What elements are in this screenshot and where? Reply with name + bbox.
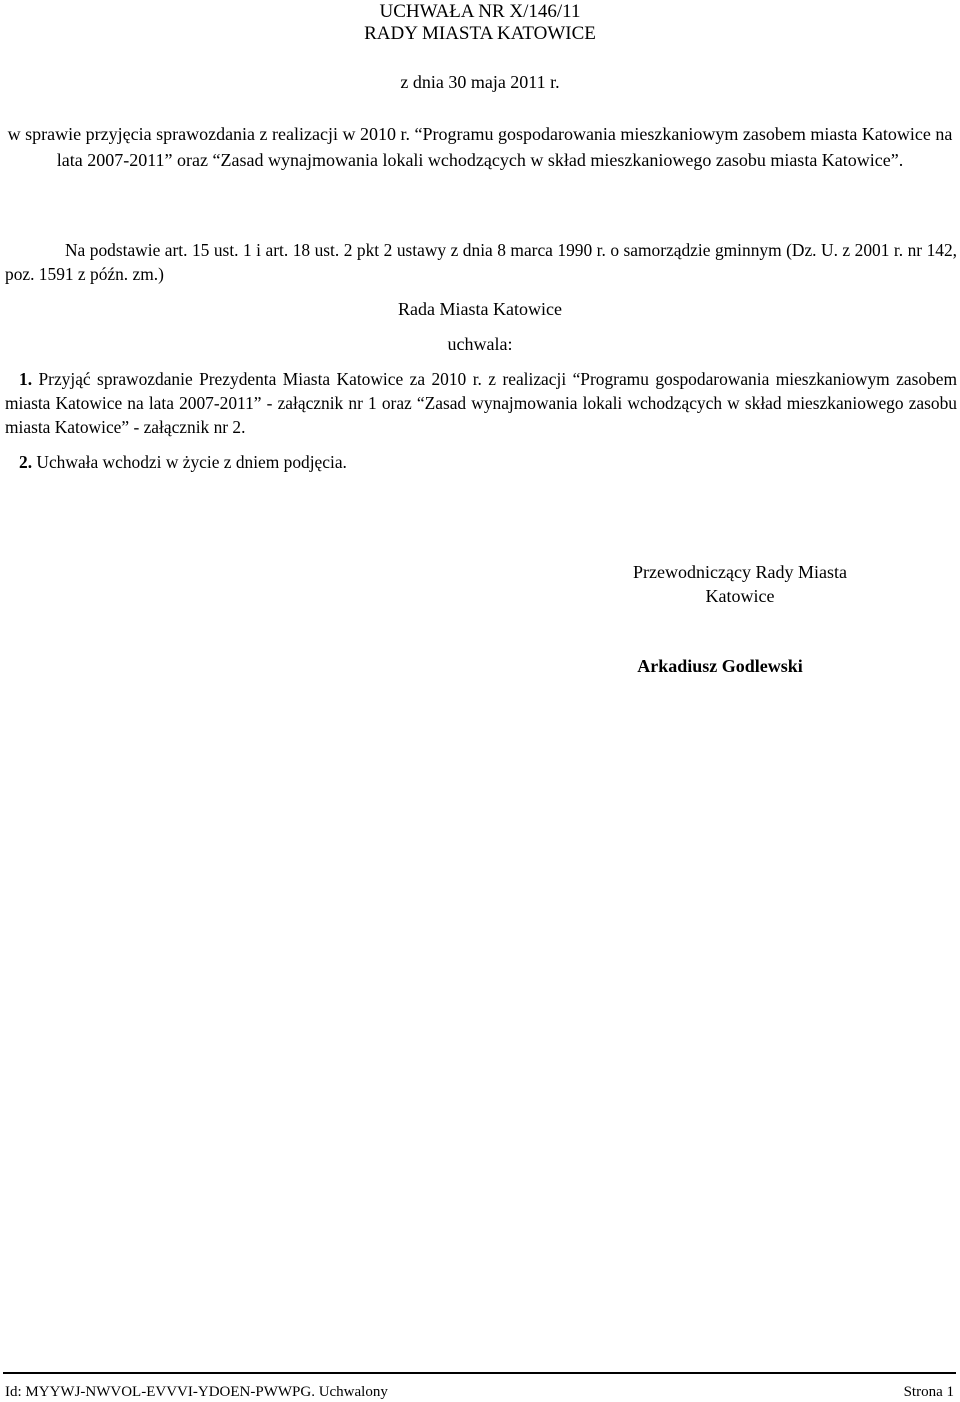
paragraph-1-number: 1. — [19, 369, 33, 389]
resolution-number: UCHWAŁA NR X/146/11 — [379, 1, 581, 22]
paragraph-1 — [5, 367, 957, 439]
resolution-date: z dnia 30 maja 2011 r. — [400, 72, 560, 92]
legal-basis: Na podstawie art. 15 ust. 1 i art. 18 ust. 2 pkt 2 ustawy z dnia 8 marca 1990 r. o samorządzie gminnym (Dz. U. z 2001 r. nr 142, poz. 1591 z późn. zm.) — [5, 240, 957, 284]
council-name-heading: RADY MIASTA KATOWICE — [364, 23, 596, 44]
footer-divider — [3, 1372, 956, 1374]
signatory-role — [520, 560, 960, 608]
paragraph-1-text: Przyjąć sprawozdanie Prezydenta Miasta Katowice za 2010 r. z realizacji “Programu gospodarowania mieszkaniowym zasobem miasta Katowice na lata 2007-2011” - załącznik nr 1 oraz “Zasad wynajmowania lokali wchodzących w skład mieszkaniowego zasobu miasta Katowice” - załącznik nr 2. — [5, 369, 957, 437]
paragraph-2-number: 2. — [19, 452, 33, 472]
paragraph-2-text: Uchwała wchodzi w życie z dniem podjęcia. — [36, 452, 347, 472]
document-id: Id: MYYWJ-NWVOL-EVVVI-YDOEN-PWWPG. Uchwalony — [5, 1384, 388, 1400]
council-heading: Rada Miasta Katowice — [398, 299, 562, 319]
page-number: Strona 1 — [903, 1384, 954, 1400]
resolution-subject: w sprawie przyjęcia sprawozdania z realizacji w 2010 r. “Programu gospodarowania mieszkaniowym zasobem miasta Katowice na lata 2007-2011” oraz “Zasad wynajmowania lokali wchodzących w skład mieszkaniowego zasobu miasta Katowice”. — [7, 124, 953, 170]
resolves-heading: uchwala: — [447, 334, 513, 354]
signatory-name: Arkadiusz Godlewski — [637, 656, 803, 676]
signatory-role-line1: Przewodniczący Rady Miasta — [633, 562, 847, 582]
paragraph-2 — [5, 450, 957, 474]
signatory-role-line2: Katowice — [705, 586, 775, 606]
